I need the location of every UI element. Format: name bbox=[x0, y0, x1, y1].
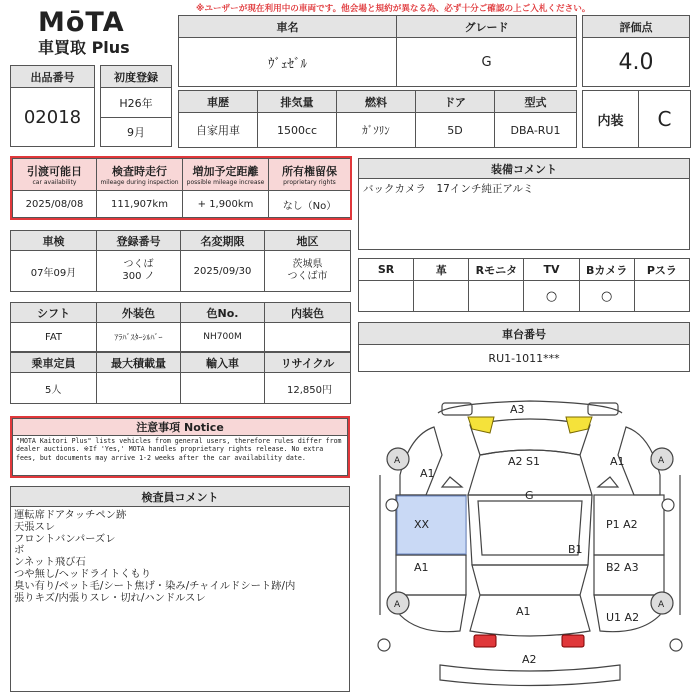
capacity-header-import: 輸入車 bbox=[181, 353, 265, 373]
car-name-value: ｳﾞｪｾﾞﾙ bbox=[179, 38, 397, 87]
mileage-increase: + 1,900km bbox=[183, 191, 269, 218]
availability-header-mileage: 検査時走行 mileage during inspection bbox=[97, 159, 183, 191]
left-mirror-outline bbox=[442, 477, 462, 487]
spec-header-fuel: 燃料 bbox=[337, 91, 416, 113]
proprietary-rights: なし（No） bbox=[269, 191, 351, 218]
rear-bottom-right-wheel bbox=[670, 639, 682, 651]
option-mark-back-camera: ○ bbox=[579, 281, 634, 312]
registration-header-plate: 登録番号 bbox=[97, 231, 181, 251]
inspection-mileage: 111,907km bbox=[97, 191, 183, 218]
first-registration-month: 9月 bbox=[101, 118, 172, 147]
first-registration-header: 初度登録 bbox=[101, 66, 172, 88]
colors-table bbox=[10, 302, 351, 352]
colors-header-interior: 内装色 bbox=[265, 303, 351, 323]
inspector-line: ボ bbox=[14, 544, 25, 557]
front-small-left-wheel bbox=[386, 499, 398, 511]
availability-header-increase: 増加予定距離 possible mileage increase bbox=[183, 159, 269, 191]
damage-right-front-door: P1 A2 bbox=[606, 518, 638, 531]
damage-windshield: G bbox=[525, 489, 534, 502]
equipment-value: バックカメラ 17インチ純正アルミ bbox=[359, 179, 690, 250]
capacity-header-recycle: リサイクル bbox=[265, 353, 351, 373]
car-damage-diagram bbox=[370, 395, 690, 695]
option-mark-tv: ○ bbox=[524, 281, 579, 312]
spec-value-model: DBA-RU1 bbox=[495, 113, 577, 148]
mota-logo bbox=[38, 8, 148, 58]
option-header-rear-monitor: Rモニタ bbox=[469, 259, 524, 281]
caution-header: 注意事項 Notice bbox=[13, 419, 348, 436]
registration-header-inspection: 車検 bbox=[11, 231, 97, 251]
recycle-value: 12,850円 bbox=[265, 373, 351, 404]
logo-subtitle: 車買取 Plus bbox=[38, 38, 130, 57]
inspector-line: 天張スレ bbox=[14, 520, 56, 533]
option-header-back-camera: Bカメラ bbox=[579, 259, 634, 281]
xx-damage-area bbox=[397, 496, 466, 554]
lot-header: 出品番号 bbox=[11, 66, 95, 88]
chassis-value: RU1-1011*** bbox=[359, 345, 690, 372]
registration-header-deadline: 名変期限 bbox=[181, 231, 265, 251]
top-notice: ※ユーザーが現在利用中の車両です。他会場と規約が異なる為、必ず十分ご確認の上ご入札ください。 bbox=[196, 4, 591, 14]
registration-table bbox=[10, 230, 351, 292]
chassis-header: 車台番号 bbox=[359, 323, 690, 345]
option-header-leather: 革 bbox=[414, 259, 469, 281]
rear-window-outline bbox=[472, 565, 588, 595]
caution-text: "MOTA Kaitori Plus" lists vehicles from general users, therefore rules differ from dealer auctions. ※If 'Yes,' MOTA handles proprietary rights release. No extra fees, but documents may arrive 1-2 weeks after the car availability date. bbox=[13, 436, 348, 476]
damage-front-bumper: A3 bbox=[510, 403, 525, 416]
wheel-front-left-label: A bbox=[394, 456, 401, 466]
inspector-line: 臭い有り/ペット毛/シート焦げ・染み/チャイルドシート跡/内 bbox=[14, 579, 296, 592]
damage-right-rear-door: B2 A3 bbox=[606, 561, 639, 574]
damage-rear-bumper: A2 bbox=[522, 653, 537, 666]
rear-bottom-left-wheel bbox=[378, 639, 390, 651]
spec-header-model: 型式 bbox=[495, 91, 577, 113]
spec-header-doors: ドア bbox=[416, 91, 495, 113]
damage-hood: A2 S1 bbox=[508, 455, 541, 468]
shift-value: FAT bbox=[11, 323, 97, 352]
right-taillight bbox=[562, 635, 584, 647]
car-name-table bbox=[178, 15, 577, 87]
interior-table bbox=[582, 90, 691, 148]
inspection-expiry: 07年09月 bbox=[11, 251, 97, 292]
grade-header: グレード bbox=[397, 16, 577, 38]
wheel-front-right-label: A bbox=[658, 456, 665, 466]
grade-value: G bbox=[397, 38, 577, 87]
equipment-header: 装備コメント bbox=[359, 159, 690, 179]
option-header-power-slide: Pスラ bbox=[634, 259, 689, 281]
option-mark-rear-monitor bbox=[469, 281, 524, 312]
roof-inner bbox=[478, 501, 582, 555]
spec-table bbox=[178, 90, 577, 148]
availability-header-date: 引渡可能日 car availability bbox=[13, 159, 97, 191]
spec-value-doors: 5D bbox=[416, 113, 495, 148]
inspector-table bbox=[10, 486, 350, 692]
option-header-sunroof: SR bbox=[359, 259, 414, 281]
damage-roof: B1 bbox=[568, 543, 583, 556]
inspector-line: ンネット飛び石 bbox=[14, 556, 86, 569]
first-registration-year: H26年 bbox=[101, 88, 172, 118]
damage-rear-window: A1 bbox=[516, 605, 531, 618]
damage-left-rear-door: A1 bbox=[414, 561, 429, 574]
name-change-deadline: 2025/09/30 bbox=[181, 251, 265, 292]
score-table bbox=[582, 15, 690, 87]
inspector-line: 張りキズ/内張りスレ・切れ/ハンドルスレ bbox=[14, 591, 206, 604]
lot-value: 02018 bbox=[11, 88, 95, 147]
damage-front-left-fender: A1 bbox=[420, 467, 435, 480]
spec-value-fuel: ｶﾞｿﾘﾝ bbox=[337, 113, 416, 148]
left-taillight bbox=[474, 635, 496, 647]
spec-header-history: 車歴 bbox=[179, 91, 258, 113]
damage-rear-right-fender: U1 A2 bbox=[606, 611, 640, 624]
availability-header-rights: 所有権留保 proprietary rights bbox=[269, 159, 351, 191]
left-rear-door-outline bbox=[396, 555, 466, 595]
interior-value: C bbox=[639, 91, 691, 148]
registration-header-area: 地区 bbox=[265, 231, 351, 251]
caution-frame bbox=[10, 416, 350, 478]
score-header: 評価点 bbox=[583, 16, 690, 38]
front-small-right-wheel bbox=[662, 499, 674, 511]
colors-header-exterior: 外装色 bbox=[97, 303, 181, 323]
capacity-header-load: 最大積載量 bbox=[97, 353, 181, 373]
exterior-color-value: ｱﾗﾊﾞｽﾀｰｼﾙﾊﾞｰ bbox=[97, 323, 181, 352]
interior-header: 内装 bbox=[583, 91, 639, 148]
capacity-header-seats: 乗車定員 bbox=[11, 353, 97, 373]
color-number-value: NH700M bbox=[181, 323, 265, 352]
load-value bbox=[97, 373, 181, 404]
import-value bbox=[181, 373, 265, 404]
wheel-rear-right-label: A bbox=[658, 600, 665, 610]
inspector-line: つや無し/ヘッドライトくもり bbox=[14, 567, 152, 580]
chassis-table bbox=[358, 322, 690, 372]
capacity-table bbox=[10, 352, 351, 404]
interior-color-value bbox=[265, 323, 351, 352]
inspector-line: フロントバンパーズレ bbox=[14, 532, 116, 545]
plate-number: つくば 300 ノ bbox=[97, 251, 181, 292]
option-mark-sunroof bbox=[359, 281, 414, 312]
spec-value-history: 自家用車 bbox=[179, 113, 258, 148]
damage-front-right-fender: A1 bbox=[610, 455, 625, 468]
option-mark-power-slide bbox=[634, 281, 689, 312]
option-header-tv: TV bbox=[524, 259, 579, 281]
logo-wordmark: MōTA bbox=[38, 7, 125, 38]
score-value: 4.0 bbox=[583, 38, 690, 87]
inspector-comments bbox=[11, 507, 350, 692]
first-registration-table bbox=[100, 65, 172, 147]
seats-value: 5人 bbox=[11, 373, 97, 404]
options-table bbox=[358, 258, 690, 312]
lot-table bbox=[10, 65, 95, 147]
colors-header-shift: シフト bbox=[11, 303, 97, 323]
spec-header-displacement: 排気量 bbox=[258, 91, 337, 113]
inspector-line: 運転席ドアタッチペン跡 bbox=[14, 509, 127, 521]
availability-date: 2025/08/08 bbox=[13, 191, 97, 218]
inspector-header: 検査員コメント bbox=[11, 487, 350, 507]
right-mirror-outline bbox=[598, 477, 618, 487]
car-name-header: 車名 bbox=[179, 16, 397, 38]
option-mark-leather bbox=[414, 281, 469, 312]
damage-left-front-door: XX bbox=[414, 518, 430, 531]
spec-value-displacement: 1500cc bbox=[258, 113, 337, 148]
wheel-rear-left-label: A bbox=[394, 600, 401, 610]
rear-bumper-outline bbox=[440, 665, 620, 686]
colors-header-color-no: 色No. bbox=[181, 303, 265, 323]
equipment-table bbox=[358, 158, 690, 250]
area: 茨城県 つくば市 bbox=[265, 251, 351, 292]
availability-frame bbox=[10, 156, 352, 220]
